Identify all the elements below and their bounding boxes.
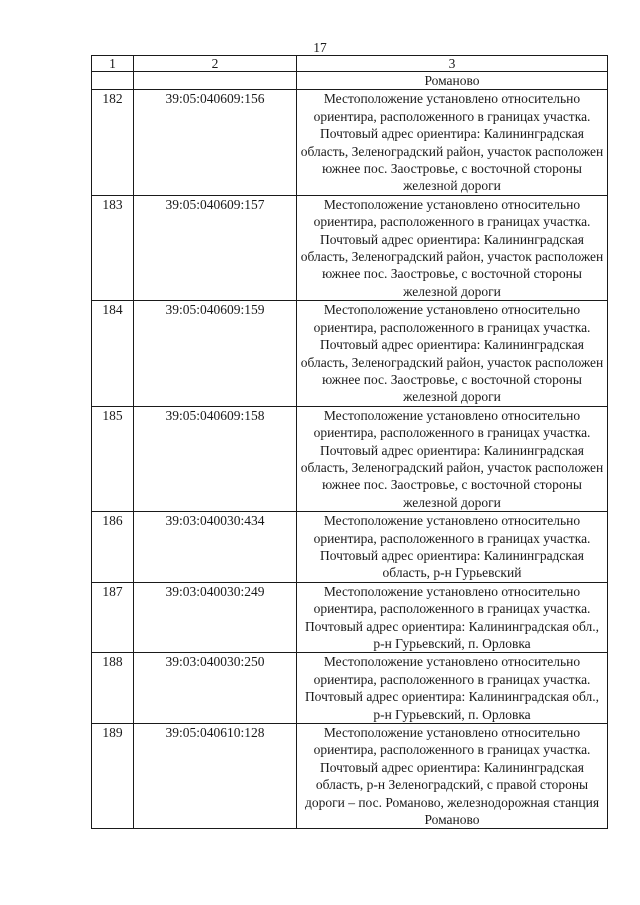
table-row	[92, 301, 608, 406]
header-cell-1: 1	[92, 56, 134, 72]
location-description: Местоположение установлено относительно ориентира, расположенного в границах участка. Почтовый адрес ориентира: Калининградская область, р-н Зеленоградский, с правой стороны дороги – пос. Романово, железнодорожная станция Романово	[297, 724, 608, 829]
table-row	[92, 512, 608, 583]
cadastral-number: 39:05:040609:159	[134, 301, 297, 406]
row-number: 186	[92, 512, 134, 583]
page-number: 17	[313, 40, 327, 55]
continuation-cell-2	[134, 72, 297, 90]
location-description: Местоположение установлено относительно ориентира, расположенного в границах участка. Почтовый адрес ориентира: Калининградская область, Зеленоградский район, участок расположен южнее пос. Заостровье, с восточной стороны железной дороги	[297, 406, 608, 511]
table-row	[92, 653, 608, 724]
continuation-cell-3: Романово	[297, 72, 608, 90]
cadastral-number: 39:03:040030:250	[134, 653, 297, 724]
location-description: Местоположение установлено относительно ориентира, расположенного в границах участка. Почтовый адрес ориентира: Калининградская область, Зеленоградский район, участок расположен южнее пос. Заостровье, с восточной стороны железной дороги	[297, 90, 608, 195]
header-cell-3: 3	[297, 56, 608, 72]
cadastral-number: 39:05:040609:158	[134, 406, 297, 511]
cadastral-number: 39:03:040030:434	[134, 512, 297, 583]
table-row	[92, 90, 608, 195]
table-row	[92, 406, 608, 511]
cadastral-number: 39:05:040609:156	[134, 90, 297, 195]
cadastral-number: 39:05:040609:157	[134, 195, 297, 300]
table-header-row	[92, 56, 608, 72]
location-description: Местоположение установлено относительно ориентира, расположенного в границах участка. Почтовый адрес ориентира: Калининградская обл., р-н Гурьевский, п. Орловка	[297, 582, 608, 653]
cadastral-number: 39:05:040610:128	[134, 724, 297, 829]
continuation-cell-1	[92, 72, 134, 90]
table-row	[92, 195, 608, 300]
cadastral-number: 39:03:040030:249	[134, 582, 297, 653]
land-plot-table	[91, 55, 608, 829]
table-row	[92, 582, 608, 653]
location-description: Местоположение установлено относительно ориентира, расположенного в границах участка. Почтовый адрес ориентира: Калининградская область, Зеленоградский район, участок расположен южнее пос. Заостровье, с восточной стороны железной дороги	[297, 195, 608, 300]
header-cell-2: 2	[134, 56, 297, 72]
row-number: 187	[92, 582, 134, 653]
row-number: 182	[92, 90, 134, 195]
continuation-row	[92, 72, 608, 90]
row-number: 185	[92, 406, 134, 511]
location-description: Местоположение установлено относительно ориентира, расположенного в границах участка. Почтовый адрес ориентира: Калининградская обл., р-н Гурьевский, п. Орловка	[297, 653, 608, 724]
row-number: 183	[92, 195, 134, 300]
row-number: 188	[92, 653, 134, 724]
row-number: 184	[92, 301, 134, 406]
table-row	[92, 724, 608, 829]
row-number: 189	[92, 724, 134, 829]
location-description: Местоположение установлено относительно ориентира, расположенного в границах участка. Почтовый адрес ориентира: Калининградская область, р-н Гурьевский	[297, 512, 608, 583]
location-description: Местоположение установлено относительно ориентира, расположенного в границах участка. Почтовый адрес ориентира: Калининградская область, Зеленоградский район, участок расположен южнее пос. Заостровье, с восточной стороны железной дороги	[297, 301, 608, 406]
